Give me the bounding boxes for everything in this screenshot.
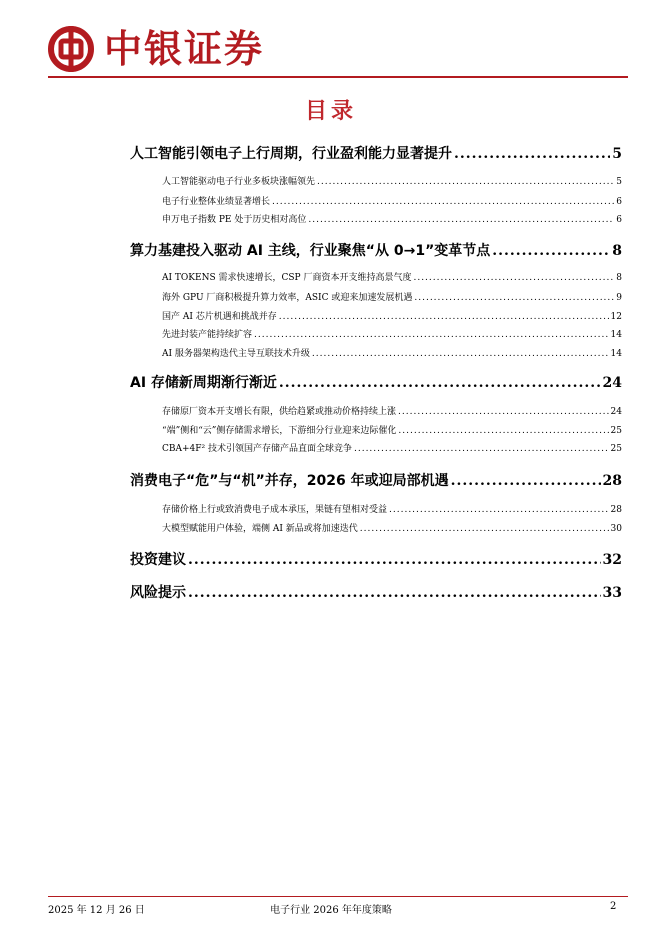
- toc-leader-dots: [354, 444, 609, 454]
- toc-leader-dots: [308, 215, 614, 225]
- toc-section-entry[interactable]: [162, 290, 622, 303]
- footer-rule: [48, 896, 628, 897]
- toc-leader-dots: [188, 552, 601, 568]
- toc-entry-title: 存储原厂资本开支增长有限，供给趋紧或推动价格持续上涨: [162, 407, 397, 417]
- toc-chapter-entry[interactable]: [130, 372, 622, 392]
- toc-leader-dots: [312, 349, 609, 359]
- toc-section-entry[interactable]: [162, 270, 622, 283]
- toc-entry-title: 存储价格上行或致消费电子成本承压，果链有望相对受益: [162, 505, 388, 515]
- toc-section-entry[interactable]: [162, 441, 622, 454]
- toc-section-entry[interactable]: [162, 502, 622, 515]
- toc-entry-page: 32: [602, 552, 622, 568]
- toc-entry-title: 风险提示: [130, 585, 186, 601]
- toc-entry-page: 28: [610, 505, 622, 515]
- toc-entry-page: 12: [610, 312, 622, 322]
- toc-chapter-entry[interactable]: [130, 582, 622, 602]
- bank-of-china-logo-icon: [48, 26, 94, 72]
- toc-entry-page: 8: [616, 273, 622, 283]
- toc-leader-dots: [188, 585, 601, 601]
- toc-leader-dots: [360, 524, 609, 534]
- toc-entry-page: 33: [602, 585, 622, 601]
- toc-chapter-entry[interactable]: [130, 240, 622, 260]
- header-rule: [48, 76, 628, 78]
- toc-section-entry[interactable]: [162, 212, 622, 225]
- toc-leader-dots: [389, 505, 609, 515]
- toc-title: 目录: [304, 99, 357, 124]
- toc-section-entry[interactable]: [162, 404, 622, 417]
- toc-entry-title: 人工智能驱动电子行业多板块涨幅领先: [162, 177, 316, 187]
- toc-entry-title: AI 服务器架构迭代主导互联技术升级: [162, 349, 310, 359]
- toc-entry-page: 6: [616, 197, 622, 207]
- toc-entry-page: 6: [616, 215, 622, 225]
- toc-entry-page: 28: [602, 473, 622, 489]
- toc-leader-dots: [414, 293, 614, 303]
- toc-entry-page: 25: [610, 444, 622, 454]
- toc-leader-dots: [451, 473, 601, 489]
- toc-entry-title: 电子行业整体业绩显著增长: [162, 197, 271, 207]
- toc-entry-title: “端”侧和“云”侧存储需求增长，下游细分行业迎来边际催化: [162, 426, 397, 436]
- page-header: [48, 26, 628, 76]
- toc-entry-page: 5: [612, 146, 622, 162]
- toc-entry-page: 24: [602, 375, 622, 391]
- toc-section-entry[interactable]: [162, 521, 622, 534]
- toc-entry-page: 30: [610, 524, 622, 534]
- toc-section-entry[interactable]: [162, 346, 622, 359]
- toc-entry-title: AI 存储新周期渐行渐近: [130, 375, 277, 391]
- toc-entry-page: 8: [612, 243, 622, 259]
- toc-chapter-entry[interactable]: [130, 549, 622, 569]
- toc-section-entry[interactable]: [162, 423, 622, 436]
- toc-section-entry[interactable]: [162, 174, 622, 187]
- footer-doc-title: 电子行业 2026 年年度策略: [270, 905, 392, 916]
- toc-entry-page: 9: [616, 293, 622, 303]
- toc-chapter-entry[interactable]: [130, 143, 622, 163]
- toc-entry-page: 24: [610, 407, 622, 417]
- toc-entry-title: 申万电子指数 PE 处于历史相对高位: [162, 215, 307, 225]
- toc-entry-title: 投资建议: [130, 552, 186, 568]
- toc-entry-title: 国产 AI 芯片机遇和挑战并存: [162, 312, 277, 322]
- toc-leader-dots: [254, 330, 609, 340]
- toc-entry-page: 5: [616, 177, 622, 187]
- footer-page-number: 2: [610, 901, 617, 912]
- toc-leader-dots: [279, 375, 601, 391]
- toc-entry-page: 14: [610, 330, 622, 340]
- toc-leader-dots: [398, 407, 609, 417]
- toc-chapter-entry[interactable]: [130, 470, 622, 490]
- brand-name: 中银证券: [104, 27, 265, 71]
- toc-section-entry[interactable]: [162, 309, 622, 322]
- toc-section-entry[interactable]: [162, 327, 622, 340]
- toc-entry-title: 海外 GPU 厂商积极提升算力效率，ASIC 或迎来加速发展机遇: [162, 293, 413, 303]
- toc-leader-dots: [398, 426, 608, 436]
- toc-entry-page: 25: [610, 426, 622, 436]
- toc-leader-dots: [317, 177, 614, 187]
- toc-leader-dots: [492, 243, 610, 259]
- toc-entry-title: CBA+4F² 技术引领国产存储产品直面全球竞争: [162, 444, 352, 454]
- footer-date: 2025 年 12 月 26 日: [48, 905, 145, 916]
- toc-entry-title: AI TOKENS 需求快速增长，CSP 厂商资本开支维持高景气度: [162, 273, 412, 283]
- toc-entry-title: 人工智能引领电子上行周期，行业盈利能力显著提升: [130, 146, 452, 162]
- toc-entry-title: 消费电子“危”与“机”并存，2026 年或迎局部机遇: [130, 473, 449, 489]
- toc-leader-dots: [413, 273, 614, 283]
- toc-entry-title: 先进封装产能持续扩容: [162, 330, 253, 340]
- toc-section-entry[interactable]: [162, 194, 622, 207]
- toc-entry-page: 14: [610, 349, 622, 359]
- toc-entry-title: 算力基建投入驱动 AI 主线，行业聚焦“从 0→1”变革节点: [130, 243, 491, 259]
- toc-leader-dots: [272, 197, 614, 207]
- toc-leader-dots: [279, 312, 609, 322]
- toc-leader-dots: [454, 146, 610, 162]
- toc-entry-title: 大模型赋能用户体验，端侧 AI 新品或将加速迭代: [162, 524, 358, 534]
